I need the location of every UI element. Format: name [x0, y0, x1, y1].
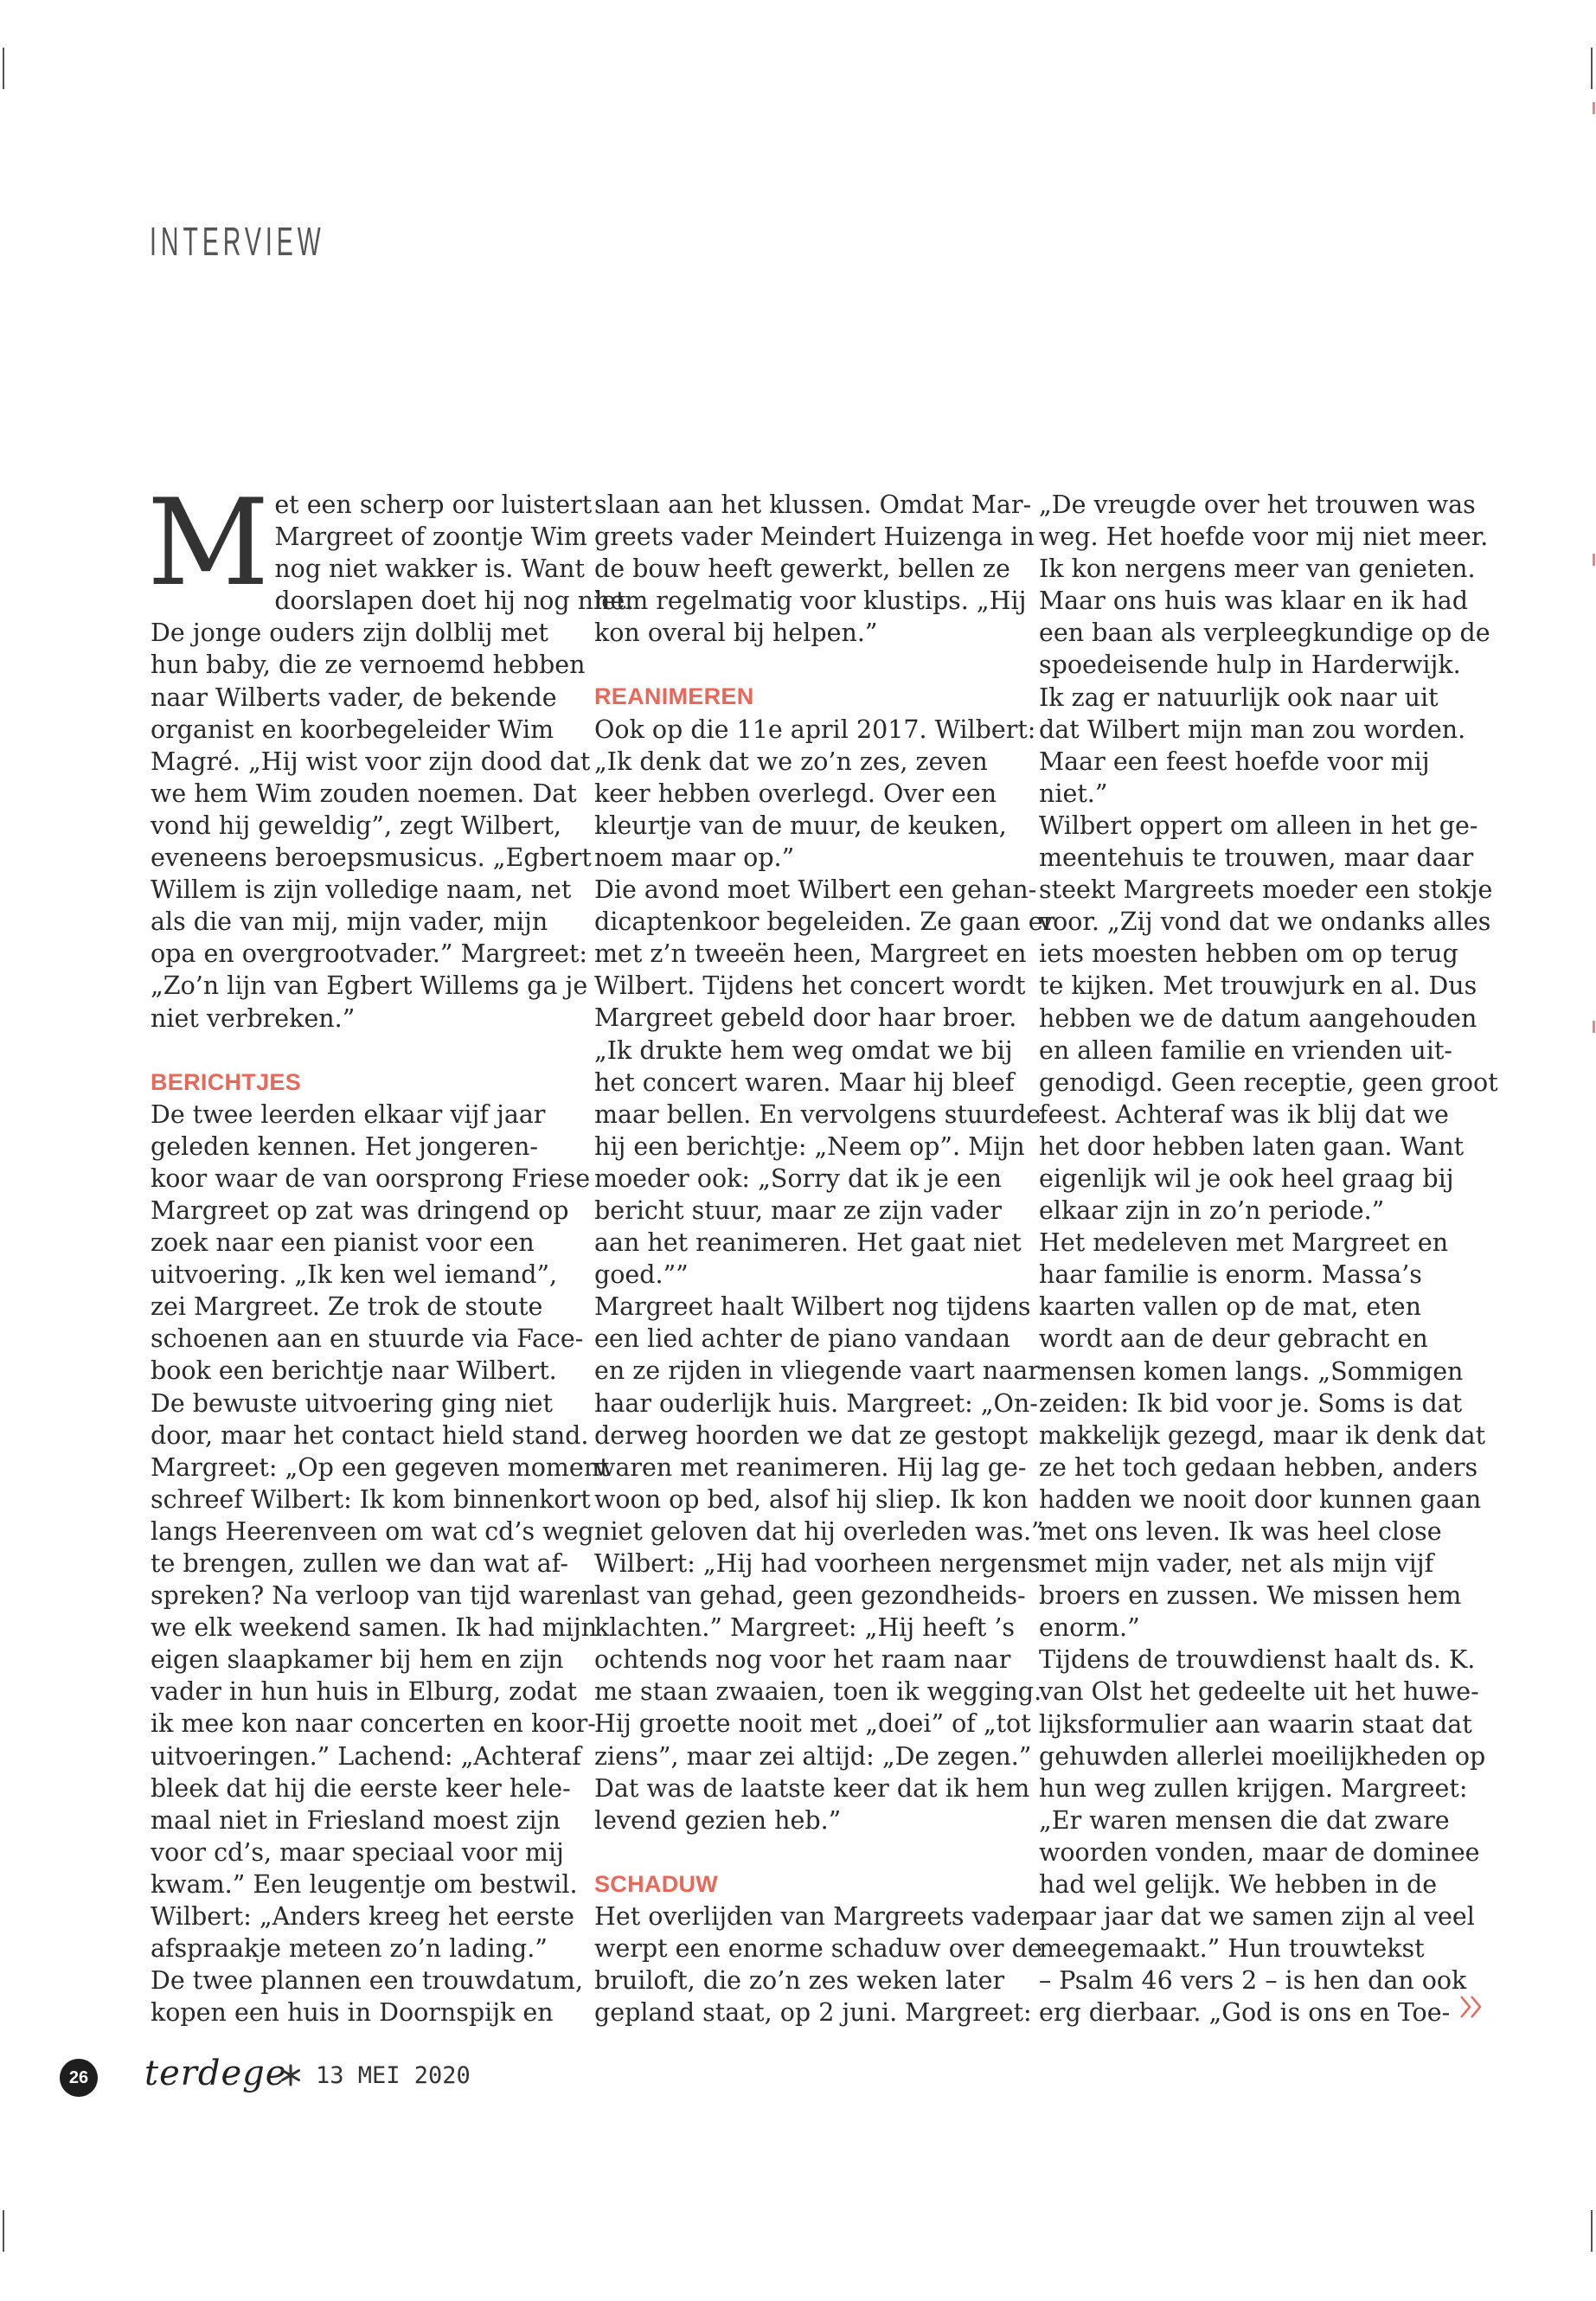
text-line: ik mee kon naar concerten en koor-	[151, 1709, 596, 1739]
magazine-logo: terdege	[144, 2054, 287, 2093]
text-line: dicaptenkoor begeleiden. Ze gaan er	[594, 907, 1055, 937]
text-line: last van gehad, geen gezondheids-	[594, 1581, 1026, 1611]
text-line: waren met reanimeren. Hij lag ge-	[594, 1452, 1027, 1482]
continue-chevrons-icon	[1456, 1990, 1490, 2024]
text-line: dat Wilbert mijn man zou worden.	[1039, 715, 1466, 744]
issue-date: 13 MEI 2020	[316, 2062, 471, 2089]
edge-color-mark	[1593, 102, 1595, 114]
text-line: opa en overgrootvader.” Margreet:	[151, 939, 587, 969]
crop-mark-bottom-right	[1591, 2210, 1593, 2252]
text-line: Die avond moet Wilbert een gehan-	[594, 875, 1037, 905]
text-line: bleek dat hij die eerste keer hele-	[151, 1773, 571, 1803]
text-line: een baan als verpleegkundige op de	[1039, 619, 1490, 648]
text-line: gehuwden allerlei moeilijkheden op	[1039, 1741, 1486, 1771]
text-line: meegemaakt.” Hun trouwtekst	[1039, 1934, 1425, 1964]
text-line: greets vader Meindert Huizenga in	[594, 522, 1035, 552]
text-line: noem maar op.”	[594, 843, 795, 872]
text-line: en alleen familie en vrienden uit-	[1039, 1035, 1452, 1065]
text-line: vond hij geweldig”, zegt Wilbert,	[151, 811, 561, 840]
text-line: De jonge ouders zijn dolblij met	[151, 619, 548, 648]
text-line: iets moesten hebben om op terug	[1039, 939, 1458, 969]
text-line: van Olst het gedeelte uit het huwe-	[1039, 1677, 1479, 1707]
text-line: Het medeleven met Margreet en	[1039, 1228, 1449, 1258]
text-line: schreef Wilbert: Ik kom binnenkort	[151, 1484, 591, 1514]
text-line: erg dierbaar. „God is ons en Toe-	[1039, 1998, 1451, 2028]
text-line: broers en zussen. We missen hem	[1039, 1581, 1462, 1611]
text-line: gepland staat, op 2 juni. Margreet:	[594, 1998, 1032, 2028]
text-line: Ook op die 11e april 2017. Wilbert:	[594, 715, 1036, 744]
text-line: uitvoering. „Ik ken wel iemand”,	[151, 1260, 558, 1290]
text-line: Tijdens de trouwdienst haalt ds. K.	[1039, 1645, 1476, 1675]
text-line: woon op bed, alsof hij sliep. Ik kon	[594, 1484, 1029, 1514]
text-line: hij een berichtje: „Neem op”. Mijn	[594, 1131, 1025, 1161]
text-line: langs Heerenveen om wat cd’s weg	[151, 1516, 594, 1546]
text-line: uitvoeringen.” Lachend: „Achteraf	[151, 1741, 581, 1771]
star-icon	[278, 2062, 304, 2088]
text-line: Wilbert: „Anders kreeg het eerste	[151, 1902, 574, 1932]
text-line: Het overlijden van Margreets vader	[594, 1901, 1043, 1931]
article-paragraph	[1039, 489, 1498, 2029]
text-line: door, maar het contact hield stand.	[151, 1420, 589, 1450]
text-line: nog niet wakker is. Want	[274, 554, 585, 584]
text-line: bruiloft, die zo’n zes weken later	[594, 1966, 1005, 1996]
text-line: koor waar de van oorsprong Friese	[151, 1163, 591, 1193]
text-line: niet.”	[1039, 779, 1108, 808]
text-line: maal niet in Friesland moest zijn	[151, 1805, 561, 1835]
section-subheading: REANIMEREN	[594, 683, 754, 710]
text-line: elkaar zijn in zo’n periode.”	[1039, 1196, 1385, 1226]
page-number: 26	[60, 2059, 98, 2097]
text-line: Margreet op zat was dringend op	[151, 1195, 569, 1225]
text-line: zeiden: Ik bid voor je. Soms is dat	[1039, 1388, 1463, 1418]
text-line: „Ik denk dat we zo’n zes, zeven	[594, 747, 988, 776]
text-line: spreken? Na verloop van tijd waren	[151, 1581, 597, 1611]
article-paragraph	[594, 714, 1055, 1836]
text-line: Maar ons huis was klaar en ik had	[1039, 586, 1468, 616]
text-line: kon overal bij helpen.”	[594, 619, 878, 648]
text-line: te kijken. Met trouwjurk en al. Dus	[1039, 971, 1477, 1001]
text-line: Ik kon nergens meer van genieten.	[1039, 554, 1476, 584]
text-line: haar familie is enorm. Massa’s	[1039, 1260, 1422, 1290]
text-line: werpt een enorme schaduw over de	[594, 1934, 1042, 1964]
text-line: genodigd. Geen receptie, geen groot	[1039, 1067, 1498, 1097]
text-line: Wilbert. Tijdens het concert wordt	[594, 971, 1026, 1001]
text-line: kleurtje van de muur, de keuken,	[594, 811, 1007, 840]
text-line: afspraakje meteen zo’n lading.”	[151, 1934, 548, 1964]
edge-color-mark	[1593, 1021, 1595, 1033]
text-line: voor cd’s, maar speciaal voor mij	[151, 1837, 564, 1867]
crop-mark-top-right	[1591, 48, 1593, 89]
text-line: bericht stuur, maar ze zijn vader	[594, 1195, 1002, 1225]
text-line: Dat was de laatste keer dat ik hem	[594, 1773, 1030, 1803]
text-line: feest. Achteraf was ik blij dat we	[1039, 1099, 1449, 1129]
text-line: klachten.” Margreet: „Hij heeft ’s	[594, 1613, 1016, 1643]
text-line: haar ouderlijk huis. Margreet: „On-	[594, 1388, 1038, 1418]
text-line: de bouw heeft gewerkt, bellen ze	[594, 554, 1010, 584]
text-line: eigenlijk wil je ook heel graag bij	[1039, 1163, 1454, 1193]
section-label: INTERVIEW	[150, 219, 325, 264]
text-line: hem regelmatig voor klustips. „Hij	[594, 586, 1027, 616]
text-line: doorslapen doet hij nog niet.	[274, 586, 634, 616]
text-line: we hem Wim zouden noemen. Dat	[151, 779, 577, 808]
text-line: een lied achter de piano vandaan	[594, 1324, 1010, 1354]
text-line: Margreet of zoontje Wim	[274, 522, 587, 552]
article-paragraph	[147, 473, 634, 1035]
article-column-1	[147, 473, 634, 2029]
text-line: Margreet: „Op een gegeven moment	[151, 1452, 610, 1482]
text-line: levend gezien heb.”	[594, 1805, 842, 1835]
edge-color-mark	[1593, 554, 1595, 566]
text-line: kopen een huis in Doornspijk en	[151, 1998, 554, 2028]
text-line: ochtends nog voor het raam naar	[594, 1645, 1011, 1675]
text-line: met z’n tweeën heen, Margreet en	[594, 939, 1027, 969]
text-line: voor. „Zij vond dat we ondanks alles	[1039, 907, 1491, 937]
section-subheading: SCHADUW	[594, 1870, 719, 1897]
article-paragraph	[151, 1099, 610, 2029]
text-line: schoenen aan en stuurde via Face-	[151, 1324, 584, 1354]
text-line: maar bellen. En vervolgens stuurde	[594, 1099, 1042, 1129]
text-line: slaan aan het klussen. Omdat Mar-	[594, 490, 1032, 519]
text-line: het door hebben laten gaan. Want	[1039, 1131, 1465, 1161]
text-line: had wel gelijk. We hebben in de	[1039, 1870, 1438, 1900]
text-line: hun baby, die ze vernoemd hebben	[151, 651, 586, 680]
text-line: eigen slaapkamer bij hem en zijn	[151, 1645, 564, 1675]
text-line: keer hebben overlegd. Over een	[594, 779, 997, 808]
text-line: en ze rijden in vliegende vaart naar	[594, 1356, 1040, 1386]
text-line: De twee leerden elkaar vijf jaar	[151, 1099, 546, 1129]
text-line: hun weg zullen krijgen. Margreet:	[1039, 1773, 1468, 1803]
article-paragraph	[594, 1900, 1043, 2029]
text-line: „Zo’n lijn van Egbert Willems ga je	[151, 971, 588, 1001]
text-line: Willem is zijn volledige naam, net	[151, 875, 572, 905]
text-line: hebben we de datum aangehouden	[1039, 1003, 1477, 1033]
text-line: weg. Het hoefde voor mij niet meer.	[1039, 522, 1489, 552]
text-line: makkelijk gezegd, maar ik denk dat	[1039, 1420, 1486, 1450]
text-line: niet geloven dat hij overleden was.”	[594, 1516, 1044, 1546]
text-line: zei Margreet. Ze trok de stoute	[151, 1292, 543, 1322]
text-line: hadden we nooit door kunnen gaan	[1039, 1484, 1482, 1514]
text-line: het concert waren. Maar hij bleef	[594, 1067, 1015, 1097]
text-line: Wilbert oppert om alleen in het ge-	[1039, 811, 1478, 840]
drop-cap: M	[147, 473, 270, 612]
text-line: kwam.” Een leugentje om bestwil.	[151, 1869, 578, 1899]
text-line: Margreet gebeld door haar broer.	[594, 1003, 1017, 1033]
text-line: moeder ook: „Sorry dat ik je een	[594, 1163, 1002, 1193]
text-line: De bewuste uitvoering ging niet	[151, 1388, 553, 1418]
text-line: enorm.”	[1039, 1613, 1140, 1643]
text-line: me staan zwaaien, toen ik wegging.	[594, 1677, 1042, 1707]
text-line: niet verbreken.”	[151, 1003, 356, 1033]
text-line: Margreet haalt Wilbert nog tijdens	[594, 1292, 1031, 1322]
text-line: zoek naar een pianist voor een	[151, 1228, 535, 1258]
text-line: we elk weekend samen. Ik had mijn	[151, 1613, 598, 1643]
text-line: als die van mij, mijn vader, mijn	[151, 907, 548, 937]
text-line: met ons leven. Ik was heel close	[1039, 1517, 1442, 1546]
text-line: Ik zag er natuurlijk ook naar uit	[1039, 683, 1439, 712]
text-line: kaarten vallen op de mat, eten	[1039, 1292, 1421, 1322]
crop-mark-bottom-left	[3, 2210, 4, 2252]
text-line: Maar een feest hoefde voor mij	[1039, 747, 1430, 776]
article-column-3	[1039, 489, 1498, 2029]
text-line: te brengen, zullen we dan wat af-	[151, 1549, 568, 1578]
text-line: „Er waren mensen die dat zware	[1039, 1805, 1450, 1835]
text-line: geleden kennen. Het jongeren-	[151, 1131, 538, 1161]
crop-mark-top-left	[3, 48, 4, 89]
article-paragraph	[594, 489, 1035, 649]
text-line: mensen komen langs. „Sommigen	[1039, 1356, 1464, 1386]
text-line: book een berichtje naar Wilbert.	[151, 1356, 557, 1386]
text-line: et een scherp oor luistert	[274, 490, 593, 519]
text-line: „Ik drukte hem weg omdat we bij	[594, 1035, 1013, 1065]
text-line: Wilbert: „Hij had voorheen nergens	[594, 1549, 1041, 1578]
text-line: Hij groette nooit met „doei” of „tot	[594, 1709, 1031, 1739]
section-subheading: BERICHTJES	[151, 1068, 302, 1095]
text-line: ze het toch gedaan hebben, anders	[1039, 1452, 1478, 1482]
text-line: goed.””	[594, 1260, 689, 1290]
text-line: woorden vonden, maar de dominee	[1039, 1837, 1480, 1867]
text-line: paar jaar dat we samen zijn al veel	[1039, 1902, 1475, 1932]
text-line: lijksformulier aan waarin staat dat	[1039, 1709, 1472, 1739]
text-line: eveneens beroepsmusicus. „Egbert	[151, 843, 592, 873]
text-line: De twee plannen een trouwdatum,	[151, 1966, 584, 1996]
text-line: aan het reanimeren. Het gaat niet	[594, 1228, 1022, 1258]
text-line: Magré. „Hij wist voor zijn dood dat	[151, 747, 591, 776]
text-line: wordt aan de deur gebracht en	[1039, 1324, 1428, 1354]
text-line: vader in hun huis in Elburg, zodat	[151, 1677, 577, 1707]
text-line: met mijn vader, net als mijn vijf	[1039, 1549, 1434, 1579]
text-line: steekt Margreets moeder een stokje	[1039, 875, 1493, 905]
text-line: ziens”, maar zei altijd: „De zegen.”	[594, 1741, 1032, 1771]
article-column-2	[594, 489, 1055, 2029]
text-line: derweg hoorden we dat ze gestopt	[594, 1420, 1029, 1450]
text-line: meentehuis te trouwen, maar daar	[1039, 843, 1474, 873]
text-line: organist en koorbegeleider Wim	[151, 715, 554, 744]
text-line: – Psalm 46 vers 2 – is hen dan ook	[1039, 1966, 1467, 1996]
text-line: „De vreugde over het trouwen was	[1039, 490, 1476, 519]
text-line: spoedeisende hulp in Harderwijk.	[1039, 651, 1461, 680]
text-line: naar Wilberts vader, de bekende	[151, 683, 557, 712]
